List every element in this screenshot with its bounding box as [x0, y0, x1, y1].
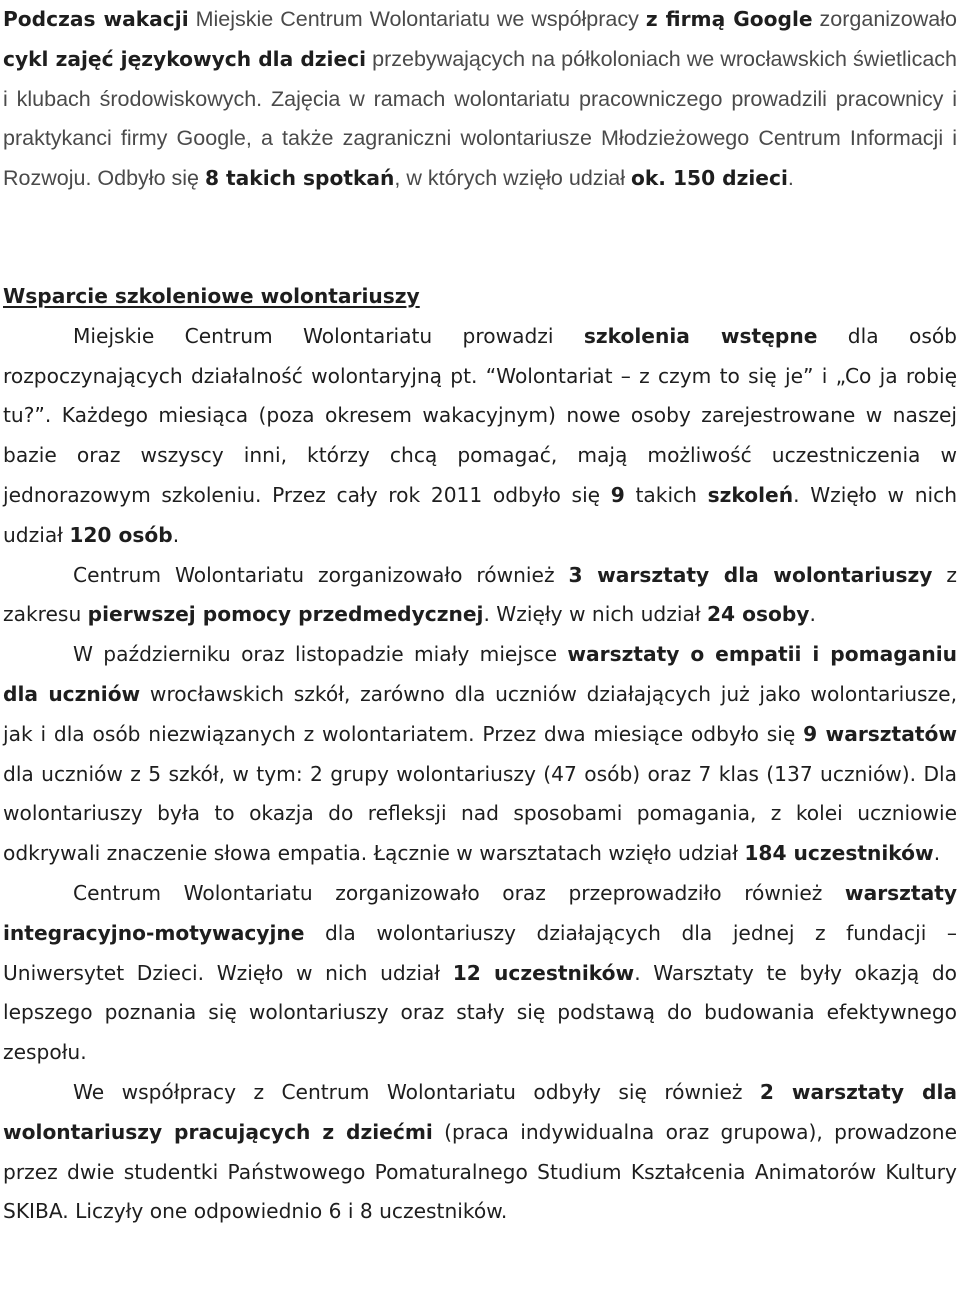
body-text: (praca indywidualna oraz grupowa), prowadzone przez dwie studentki Państwowego Pomaturalnego Studium Kształcenia Animatorów Kultury SKIBA. Liczyły one odpowiednio 6 i 8 uczestników.	[3, 1119, 957, 1224]
section-heading-line	[3, 277, 957, 317]
body-text: przebywających na półkoloniach we wrocławskich świetlicach i klubach środowiskowych. Zajęcia w ramach wolontariatu pracowniczego prowadzili pracownicy i praktykanci firmy Google, a także zagraniczni wolontariusze Młodzieżowego Centrum Informacji i Rozwoju. Odbyło się	[3, 46, 957, 191]
bold-text: pierwszej pomocy przedmedycznej	[87, 602, 484, 627]
body-text: We współpracy z Centrum Wolontariatu odbyły się również	[73, 1079, 760, 1104]
paragraph-summer-language-classes	[3, 0, 957, 199]
body-text: W październiku oraz listopadzie miały miejsce	[73, 642, 568, 667]
bold-text: 184 uczestników	[744, 841, 934, 866]
bold-text: Podczas wakacji	[3, 7, 189, 31]
paragraph-integration-workshops	[3, 874, 957, 1073]
body-text: .	[933, 841, 941, 866]
body-text: dla wolontariuszy działających dla jednej z fundacji – Uniwersytet Dzieci. Wzięło w nich udział	[3, 920, 957, 985]
paragraph-children-workshops	[3, 1073, 957, 1232]
body-text: . Warsztaty te były okazją do lepszego poznania się wolontariuszy oraz stały się podstawą do budowania efektywnego zespołu.	[3, 960, 958, 1065]
bold-text: 2 warsztaty dla wolontariuszy pracujących z dziećmi	[3, 1079, 957, 1144]
body-text: dla uczniów z 5 szkół, w tym: 2 grupy wolontariuszy (47 osób) oraz 7 klas (137 uczniów). Dla wolontariuszy była to okazja do refleksji nad sposobami pomagania, z kolei uczniowie odkrywali znaczenie słowa empatia. Łącznie w warsztatach wzięło udział	[3, 761, 957, 866]
paragraph-training-support	[3, 317, 957, 556]
body-text: takich	[624, 482, 708, 507]
paragraph-empathy-workshops	[3, 635, 957, 874]
bold-text: z firmą Google	[645, 7, 813, 31]
body-text: , w których wzięło udział	[394, 166, 632, 191]
bold-text: 3 warsztaty dla wolontariuszy	[568, 562, 933, 587]
body-text: dla osób rozpoczynających działalność wolontaryjną pt. “Wolontariat – z czym to się je” i „Co ja robię tu?”. Każdego miesiąca (poza okresem wakacyjnym) nowe osoby zarejestrowane w naszej bazie oraz wszyscy inni, którzy chcą pomagać, mają możliwość uczestniczenia w jednorazowym szkoleniu. Przez cały rok 2011 odbyło się	[3, 323, 957, 507]
body-text: .	[809, 602, 816, 627]
bold-text: warsztaty o empatii i pomaganiu dla uczniów	[3, 642, 958, 706]
body-text: Miejskie Centrum Wolontariatu prowadzi	[73, 323, 584, 348]
body-text: wrocławskich szkół, zarówno dla uczniów działających już jako wolontariusze, jak i dla osób niezwiązanych z wolontariatem. Przez dwa miesiące odbyło się	[3, 681, 957, 746]
body-text: Centrum Wolontariatu zorganizowało oraz przeprowadziło również	[73, 880, 845, 905]
bold-text: szkolenia wstępne	[583, 323, 818, 348]
body-text: .	[172, 522, 180, 547]
bold-text: 12 uczestników	[452, 960, 635, 985]
body-text: .	[787, 166, 794, 191]
body-text: zorganizowało	[812, 7, 957, 31]
paragraph-first-aid-workshops	[3, 556, 957, 636]
body-text: Centrum Wolontariatu zorganizowało również	[73, 562, 569, 587]
section-heading: Wsparcie szkoleniowe wolontariuszy	[3, 283, 420, 308]
body-text: . Wzięły w nich udział	[483, 602, 707, 627]
bold-text: ok. 150 dzieci	[631, 166, 788, 191]
bold-text: 9	[610, 482, 625, 507]
bold-text: szkoleń	[707, 482, 794, 507]
body-text: . Wzięło w nich udział	[3, 482, 957, 547]
document-page	[3, 0, 957, 1232]
bold-text: 24 osoby	[706, 602, 810, 627]
body-text: Miejskie Centrum Wolontariatu we współpracy	[188, 7, 646, 31]
body-text: z zakresu	[3, 562, 957, 627]
bold-text: 8 takich spotkań	[204, 166, 395, 191]
bold-text: warsztaty integracyjno-motywacyjne	[3, 880, 957, 945]
bold-text: cykl zajęć językowych dla dzieci	[3, 46, 367, 71]
bold-text: 9 warsztatów	[803, 721, 957, 746]
bold-text: 120 osób	[69, 522, 173, 547]
